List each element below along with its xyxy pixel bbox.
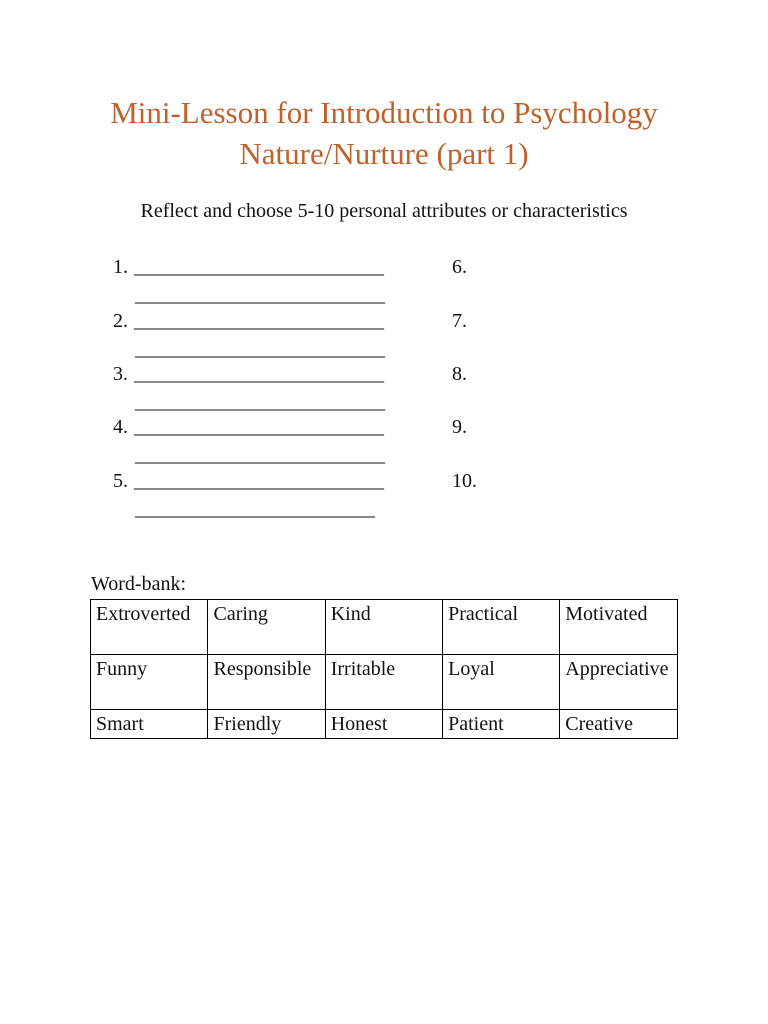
list-item-1-continuation[interactable]: _________________________ <box>135 284 385 306</box>
list-item-7: 7. <box>452 310 467 332</box>
answer-blank[interactable]: _________________________ <box>134 310 384 332</box>
list-item-6: 6. <box>452 256 467 278</box>
title-line-2: Nature/Nurture (part 1) <box>239 136 529 171</box>
list-item-3 <box>113 361 384 387</box>
wordbank-label: Word-bank: <box>91 573 187 595</box>
item-number: 4. <box>113 416 128 438</box>
document-title <box>0 92 768 174</box>
list-item-8: 8. <box>452 363 467 385</box>
table-cell: Patient <box>443 710 560 739</box>
answer-blank[interactable]: _________________________ <box>134 256 384 278</box>
list-item-4-continuation[interactable]: _________________________ <box>135 444 385 466</box>
table-cell: Creative <box>560 710 678 739</box>
table-row <box>91 600 678 655</box>
table-cell: Kind <box>325 600 442 655</box>
item-number: 5. <box>113 470 128 492</box>
table-cell: Smart <box>91 710 208 739</box>
answer-blank[interactable]: _________________________ <box>134 416 384 438</box>
table-cell: Extroverted <box>91 600 208 655</box>
list-item-5-continuation[interactable]: ________________________ <box>135 498 375 520</box>
table-cell: Responsible <box>208 655 325 710</box>
table-cell: Motivated <box>560 600 678 655</box>
wordbank-table <box>90 599 678 739</box>
item-number: 2. <box>113 310 128 332</box>
list-item-5 <box>113 468 384 494</box>
item-number: 1. <box>113 256 128 278</box>
answer-blank[interactable]: _________________________ <box>134 363 384 385</box>
title-line-1: Mini-Lesson for Introduction to Psychology <box>110 95 658 130</box>
table-cell: Honest <box>325 710 442 739</box>
item-number: 3. <box>113 363 128 385</box>
table-row <box>91 655 678 710</box>
table-cell: Loyal <box>443 655 560 710</box>
answer-blank[interactable]: _________________________ <box>134 470 384 492</box>
table-cell: Practical <box>443 600 560 655</box>
table-cell: Friendly <box>208 710 325 739</box>
table-cell: Irritable <box>325 655 442 710</box>
list-item-9: 9. <box>452 416 467 438</box>
table-row <box>91 710 678 739</box>
table-cell: Appreciative <box>560 655 678 710</box>
table-cell: Funny <box>91 655 208 710</box>
instruction-text: Reflect and choose 5-10 personal attributes or characteristics <box>140 200 628 222</box>
list-item-4 <box>113 414 384 440</box>
list-item-2-continuation[interactable]: _________________________ <box>135 338 385 360</box>
list-item-2 <box>113 308 384 334</box>
list-item-10: 10. <box>452 470 477 492</box>
list-item-1 <box>113 254 384 280</box>
table-cell: Caring <box>208 600 325 655</box>
list-item-3-continuation[interactable]: _________________________ <box>135 391 385 413</box>
